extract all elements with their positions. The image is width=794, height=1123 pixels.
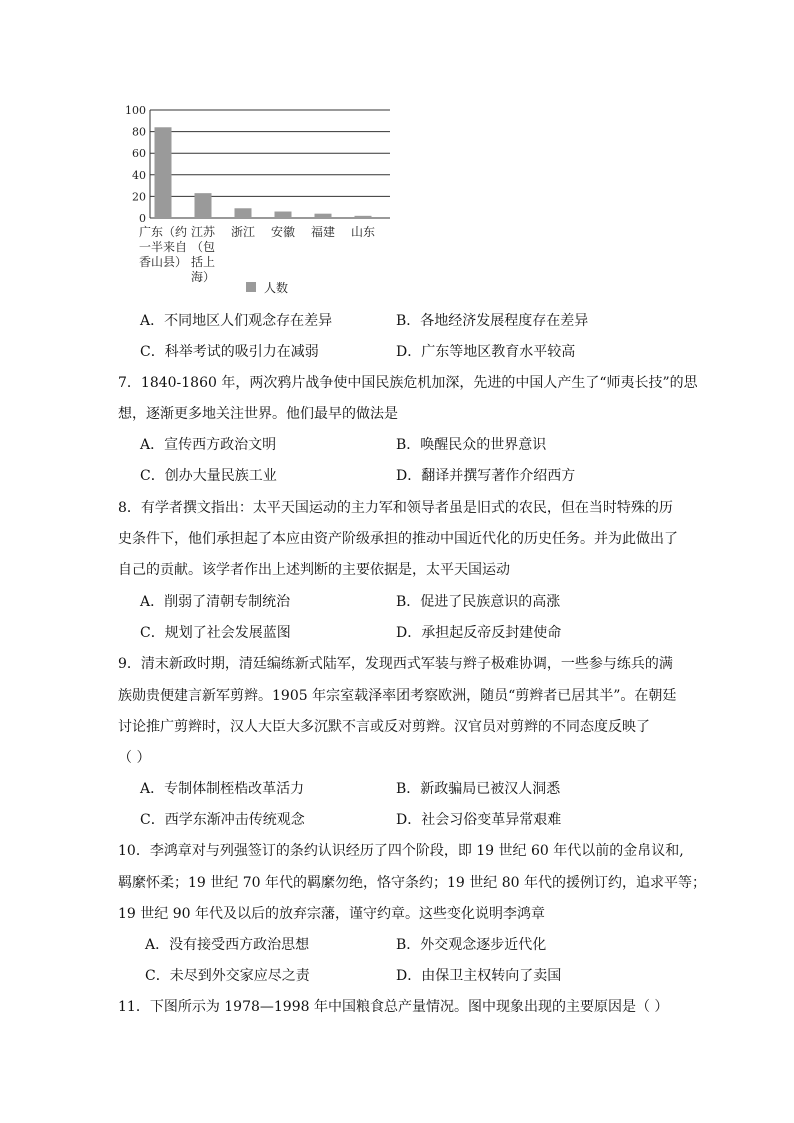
q6-option-d: D．广东等地区教育水平较高 <box>396 344 576 360</box>
q9-stem-line2: 族勋贵便建言新军剪辫。1905 年宗室载泽率团考察欧洲，随员“剪辫者已居其半”。在朝廷 <box>118 688 677 704</box>
q7-option-a: A．宣传西方政治文明 <box>140 437 277 453</box>
q9-option-d: D．社会习俗变革异常艰难 <box>396 812 562 828</box>
q10-option-c: C．未尽到外交家应尽之责 <box>145 968 310 984</box>
q9-option-c: C．西学东渐冲击传统观念 <box>140 812 305 828</box>
bar <box>275 212 292 218</box>
bar <box>235 208 252 218</box>
y-tick-label: 100 <box>125 104 146 117</box>
q11-stem-line1: 11．下图所示为 1978—1998 年中国粮食总产量情况。图中现象出现的主要原因是（ ） <box>118 999 669 1015</box>
x-category-label: 海） <box>190 270 216 284</box>
q6-option-c: C．科举考试的吸引力在减弱 <box>140 344 319 360</box>
q10-stem-line3: 19 世纪 90 年代及以后的放弃宗藩，谨守约章。这些变化说明李鸿章 <box>118 906 545 922</box>
q9-stem-line1: 9．清末新政时期，清廷编练新式陆军，发现西式军装与辫子极难协调，一些参与练兵的满 <box>118 656 673 672</box>
q9-option-a: A．专制体制桎梏改革活力 <box>140 781 305 797</box>
x-category-label: 一半来自 <box>138 240 188 254</box>
x-category-label: 香山县） <box>138 255 188 269</box>
x-category-label: 浙江 <box>230 225 256 239</box>
y-tick-label: 0 <box>139 212 146 225</box>
q8-stem-line1: 8．有学者撰文指出：太平天国运动的主力军和领导者虽是旧式的农民，但在当时特殊的历 <box>118 500 673 516</box>
x-category-label: 山东 <box>350 225 376 239</box>
legend-label: 人数 <box>264 281 289 295</box>
bar <box>195 193 212 218</box>
x-category-label: 安徽 <box>270 225 296 239</box>
q10-option-b: B．外交观念逐步近代化 <box>396 937 547 953</box>
q7-stem-line2: 想，逐渐更多地关注世界。他们最早的做法是 <box>118 406 398 422</box>
q10-option-a: A．没有接受西方政治思想 <box>145 937 310 953</box>
y-tick-label: 60 <box>132 147 146 161</box>
q10-stem-line1: 10．李鸿章对与列强签订的条约认识经历了四个阶段，即 19 世纪 60 年代以前的金帛议和, <box>118 843 684 859</box>
q7-stem-line1: 7．1840-1860 年，两次鸦片战争使中国民族危机加深，先进的中国人产生了“师夷长技”的思 <box>118 375 698 391</box>
q9-option-b: B．新政骗局已被汉人洞悉 <box>396 781 561 797</box>
q7-option-c: C．创办大量民族工业 <box>140 468 277 484</box>
q8-option-d: D．承担起反帝反封建使命 <box>396 625 562 641</box>
x-category-label: 括上 <box>190 255 216 269</box>
q7-option-d: D．翻译并撰写著作介绍西方 <box>396 468 576 484</box>
q8-option-b: B．促进了民族意识的高涨 <box>396 594 561 610</box>
bar <box>315 214 332 218</box>
x-category-label: 广东（约 <box>138 225 188 239</box>
q8-option-a: A．削弱了清朝专制统治 <box>140 594 291 610</box>
x-category-label: 江苏 <box>190 225 216 239</box>
q9-stem-line3: 讨论推广剪辫时，汉人大臣大多沉默不言或反对剪辫。汉官员对剪辫的不同态度反映了 <box>118 719 650 735</box>
q6-option-a: A．不同地区人们观念存在差异 <box>140 313 333 329</box>
q7-option-b: B．唤醒民众的世界意识 <box>396 437 547 453</box>
bar <box>155 127 172 218</box>
q8-option-c: C．规划了社会发展蓝图 <box>140 625 291 641</box>
y-tick-label: 20 <box>132 190 146 204</box>
q6-option-b: B．各地经济发展程度存在差异 <box>396 313 589 329</box>
bar <box>355 216 372 218</box>
q10-option-d: D．由保卫主权转向了卖国 <box>396 968 562 984</box>
q9-answer-blank: （ ） <box>118 750 151 766</box>
q8-stem-line2: 史条件下，他们承担起了本应由资产阶级承担的推动中国近代化的历史任务。并为此做出了 <box>118 531 678 547</box>
y-tick-label: 40 <box>132 168 146 182</box>
x-category-label: （包 <box>190 240 216 254</box>
bar-chart <box>118 100 398 300</box>
legend-swatch <box>246 282 256 292</box>
x-category-label: 福建 <box>310 225 336 239</box>
y-tick-label: 80 <box>132 125 146 139</box>
q10-stem-line2: 羁縻怀柔；19 世纪 70 年代的羁縻勿绝，恪守条约；19 世纪 80 年代的援例订约，追求平等； <box>118 875 706 891</box>
q8-stem-line3: 自己的贡献。该学者作出上述判断的主要依据是，太平天国运动 <box>118 562 510 578</box>
